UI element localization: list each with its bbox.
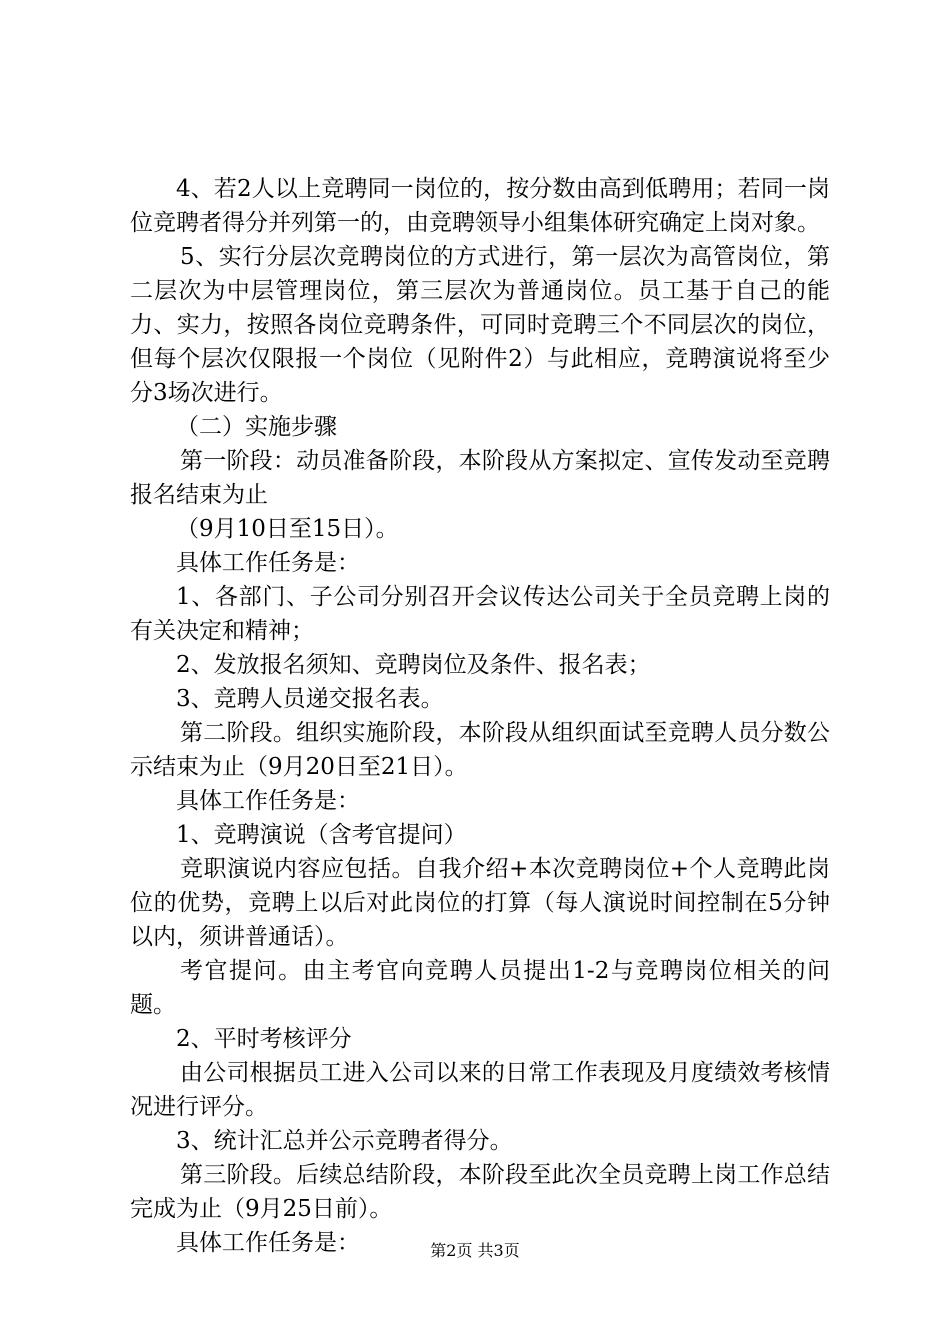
paragraph-tasks-label: 具体工作任务是：	[176, 1230, 360, 1256]
paragraph-speech-content: 竞职演说内容应包括。自我介绍+本次竞聘岗位+个人竞聘此岗位的优势，竞聘上以后对此岗位的打算（每人演说时间控制在5分钟以内，须讲普通话）。	[130, 856, 830, 950]
paragraph-examiner-questions: 考官提问。由主考官向竞聘人员提出1-2与竞聘岗位相关的问题。	[130, 958, 830, 1018]
paragraph-tiered-positions: 5、实行分层次竞聘岗位的方式进行，第一层次为高管岗位，第二层次为中层管理岗位，第三层次为普通岗位。员工基于自己的能力、实力，按照各岗位竞聘条件，可同时竞聘三个不同层次的岗位，但每个层次仅限报一个岗位（见附件2）与此相应，竞聘演说将至少分3场次进行。	[130, 244, 830, 406]
paragraph-daily-assessment: 由公司根据员工进入公司以来的日常工作表现及月度绩效考核情况进行评分。	[130, 1060, 830, 1120]
list-item-task: 3、竞聘人员递交报名表。	[176, 686, 444, 712]
paragraph-tasks-label: 具体工作任务是：	[176, 788, 360, 814]
list-item-task: 2、平时考核评分	[176, 1026, 352, 1052]
paragraph-ranking-rule: 4、若2人以上竞聘同一岗位的，按分数由高到低聘用；若同一岗位竞聘者得分并列第一的，由竞聘领导小组集体研究确定上岗对象。	[130, 176, 830, 236]
document-body	[130, 172, 830, 1260]
paragraph-phase-two: 第二阶段。组织实施阶段，本阶段从组织面试至竞聘人员分数公示结束为止（9月20日至21日）。	[130, 720, 830, 780]
section-heading-implementation-steps: （二）实施步骤	[176, 414, 337, 440]
list-item-task: 1、各部门、子公司分别召开会议传达公司关于全员竞聘上岗的有关决定和精神；	[130, 584, 830, 644]
list-item-task: 3、统计汇总并公示竞聘者得分。	[176, 1128, 513, 1154]
paragraph-tasks-label: 具体工作任务是：	[176, 550, 360, 576]
list-item-task: 1、竞聘演说（含考官提问）	[176, 822, 467, 848]
paragraph-phase-one-dates: （9月10日至15日）。	[176, 516, 399, 542]
paragraph-phase-one: 第一阶段：动员准备阶段，本阶段从方案拟定、宣传发动至竞聘报名结束为止	[130, 448, 830, 508]
paragraph-phase-three: 第三阶段。后续总结阶段，本阶段至此次全员竞聘上岗工作总结完成为止（9月25日前）。	[130, 1162, 830, 1222]
page-number-footer: 第2页 共3页	[430, 1241, 520, 1260]
list-item-task: 2、发放报名须知、竞聘岗位及条件、报名表；	[176, 652, 651, 678]
